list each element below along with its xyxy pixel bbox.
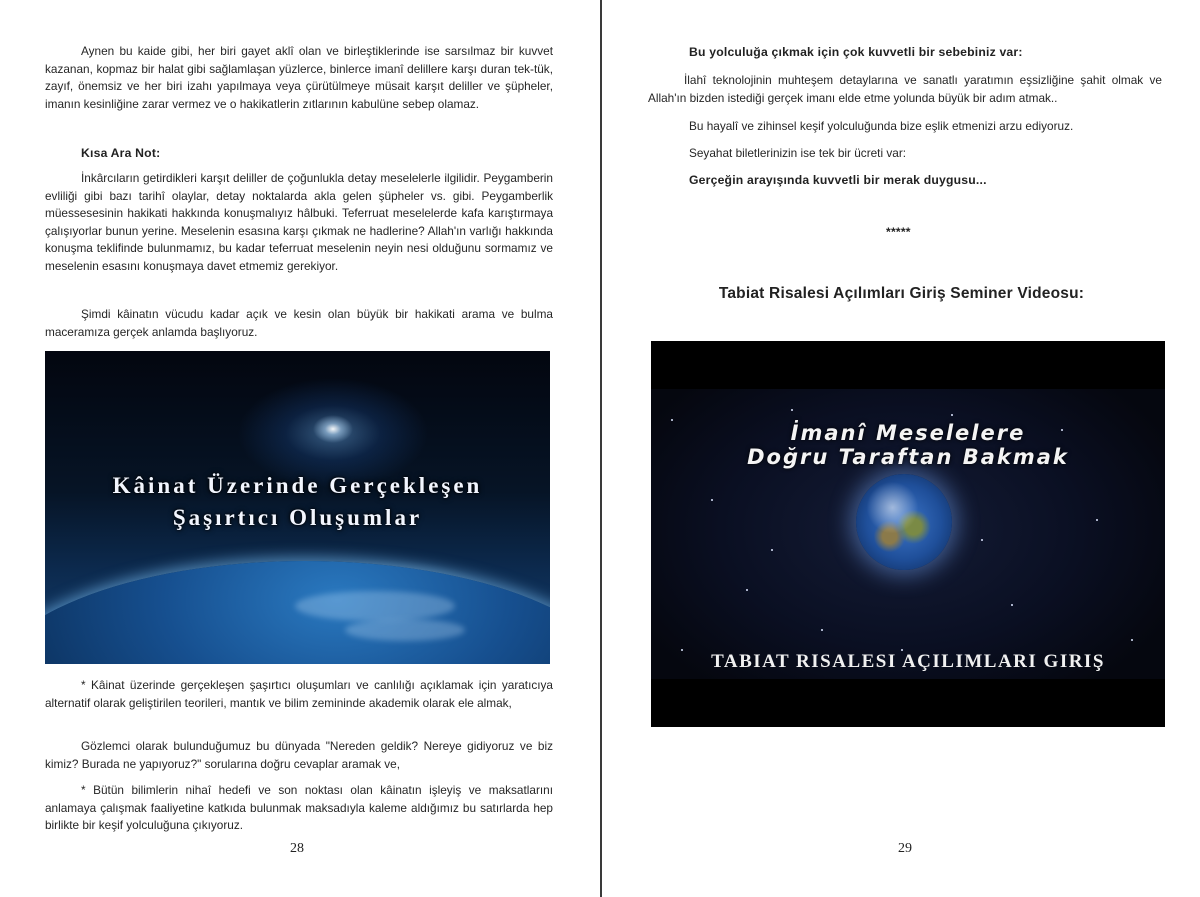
page-number-right: 29 [898,841,912,856]
image-title-line-2: Şaşırtıcı Oluşumlar [172,505,423,530]
video-heading: Tabiat Risalesi Açılımları Giriş Seminer Videosu: [718,285,1085,302]
video-player[interactable] [651,341,1165,727]
paragraph-6: * Bütün bilimlerin nihaî hedefi ve son noktası olan kâinatın işleyiş ve maksatlarını anlamaya çalışmak faaliyetine katkıda bulunmak maksadıyla kaleme aldığımız bu satırlarda hep birlikte bir keşif yolculuğuna çıkıyoruz. [45,783,553,833]
right-page [603,0,1200,897]
note-heading: Kısa Ara Not: [81,146,161,160]
paragraph-5: Gözlemci olarak bulunduğumuz bu dünyada "Nereden geldik? Nereye gidiyoruz ve biz kimiz? Burada ne yapıyoruz?" sorularına doğru cevaplar aramak ve, [45,739,553,771]
page-number-left: 28 [290,841,304,856]
section-separator: ***** [886,225,911,239]
paragraph-4: * Kâinat üzerinde gerçekleşen şaşırtıcı oluşumları ve canlılığı açıklamak için yaratıcıya alternatif olarak geliştirilen teorileri, mantık ve bilim zemininde akademik olarak ele almak, [45,678,553,710]
journey-heading: Bu yolculuğa çıkmak için çok kuvvetli bir sebebiniz var: [689,45,1023,59]
right-paragraph-3: Seyahat biletlerinizin ise tek bir ücreti var: [689,146,907,160]
paragraph-1: Aynen bu kaide gibi, her biri gayet aklî olan ve birleştiklerinde ise sarsılmaz bir kuvvet kazanan, kopmaz bir halat gibi sağlamlaşan yüzlerce, binlerce imanî delillere karşı duran tek-tük, zayıf, önemsiz ve her biri izahı yapılmaya veya çürütülmeye müsait karşıt deliller ve şüpheler, imanın kesinliğine zarar vermez ve o hakikatlerin zıtlarının kabulüne sebep olamaz. [45,44,553,111]
star [771,549,773,551]
star [791,409,793,411]
video-title-line-2: Doğru Taraftan Bakmak [747,445,1069,469]
video-title-line-1: İmanî Meselelere [790,421,1026,445]
star [1131,639,1133,641]
star [1011,604,1013,606]
cloud-shape [345,619,465,641]
right-paragraph-2: Bu hayalî ve zihinsel keşif yolculuğunda bize eşlik etmenizi arzu ediyoruz. [689,119,1074,133]
star [746,589,748,591]
star [1096,519,1098,521]
image-title-line-1: Kâinat Üzerinde Gerçekleşen [112,473,483,498]
paragraph-2: İnkârcıların getirdikleri karşıt deliller de çoğunlukla detay meselelerle ilgilidir. Peygamberin evliliği gibi bazı tarihî olaylar, detay noktalarda akla gelen şüpheler vs. gibi. Peygamberlik müessesesinin hakikati hakkında konuşmalıyız hâlbuki. Teferruat meselelerde kafa karıştırmaya çalışıyorlar bunun yerine. Meselenin esasına karşı çıkmak ne hadlerine? Allah'ın varlığı hakkında konuşma teklifinde bulunmamız, bu kadar teferruat meselenin neyin nesi olduğunu sormamız ve meselenin esasını konuşmaya davet etmemiz gerekiyor. [45,171,553,273]
star [711,499,713,501]
cloud-shape [295,591,455,621]
right-paragraph-1: İlahî teknolojinin muhteşem detaylarına ve sanatlı yaratımın eşsizliğine şahit olmak ve Allah'ın bizden istediği gerçek imanı elde etme yolunda büyük bir adım atmak.. [648,73,1162,105]
earth-horizon [45,561,550,664]
video-bottom-caption: TABIAT RISALESI AÇILIMLARI GIRIŞ [711,651,1105,672]
star [951,414,953,416]
cosmos-image [45,351,550,664]
paragraph-3: Şimdi kâinatın vücudu kadar açık ve kesin olan büyük bir hakikati arama ve bulma maceramıza gerçek anlamda başlıyoruz. [45,307,553,339]
page-divider [600,0,602,897]
curiosity-line: Gerçeğin arayışında kuvvetli bir merak duygusu... [689,173,987,187]
earth-globe-image [856,474,952,570]
star [821,629,823,631]
star [981,539,983,541]
